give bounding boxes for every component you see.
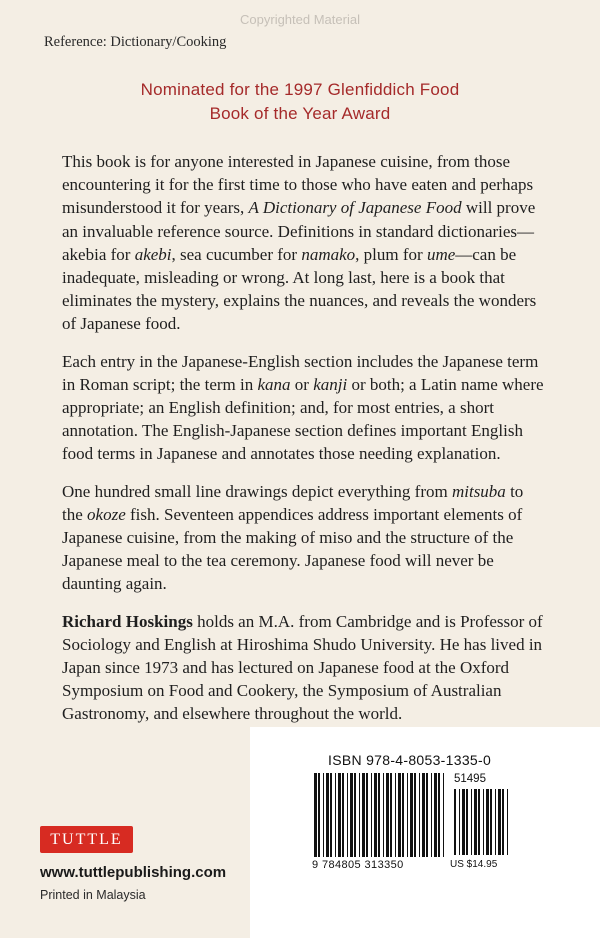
blurb-paragraph-intro: [62, 150, 546, 336]
blurb-body: [62, 150, 546, 740]
barcode-bar: [426, 773, 428, 857]
ean-barcode: [314, 773, 446, 859]
barcode-bar: [483, 789, 484, 855]
award-nomination: [0, 78, 600, 126]
text-span: to the: [62, 481, 524, 524]
book-title: A Dictionary of Japanese Food: [248, 198, 462, 218]
barcode-bar: [362, 773, 365, 857]
japanese-term: mitsuba: [451, 481, 506, 501]
japanese-term: ume: [426, 244, 456, 264]
barcode-bar: [474, 789, 477, 855]
retail-price: US $14.95: [450, 859, 498, 870]
isbn-number: ISBN 978-4-8053-1335-0: [328, 752, 492, 768]
barcode-bar: [443, 773, 444, 857]
barcode-bar: [318, 773, 320, 857]
barcode-panel: [250, 727, 600, 938]
award-line-2: Book of the Year Award: [209, 104, 391, 123]
japanese-term: kanji: [313, 374, 348, 394]
barcode-bar: [434, 773, 437, 857]
barcode-bar: [419, 773, 420, 857]
barcode-bar: [335, 773, 336, 857]
tuttle-logo: TUTTLE: [40, 826, 133, 853]
text-span: or: [290, 374, 314, 394]
barcode-bar: [498, 789, 501, 855]
barcode-bar: [490, 789, 492, 855]
text-span: or both; a Latin name where appropriate; an English definition; and, for most entries, a short annotation. The English-Japanese section defines important English food terms in Japanese and annotates those needing explanation.: [62, 374, 544, 464]
printed-in: Printed in Malaysia: [40, 888, 146, 902]
barcode-bar: [495, 789, 496, 855]
copyright-watermark: Copyrighted Material: [240, 12, 360, 27]
text-span: , sea cucumber for: [171, 244, 302, 264]
text-span: fish. Seventeen appendices address important elements of Japanese cuisine, from the making of miso and the structure of the Japanese meal to the tea ceremony. Japanese food will never be daunting again.: [62, 504, 523, 594]
text-span: , plum for: [355, 244, 427, 264]
barcode-bar: [338, 773, 341, 857]
barcode-bar: [350, 773, 353, 857]
barcode-bar: [323, 773, 324, 857]
barcode-bar: [314, 773, 317, 857]
barcode-bar: [402, 773, 404, 857]
barcode-bar: [383, 773, 384, 857]
barcode-bar: [386, 773, 389, 857]
barcode-bar: [486, 789, 489, 855]
barcode-bar: [431, 773, 432, 857]
award-line-1: Nominated for the 1997 Glenfiddich Food: [140, 80, 460, 99]
barcode-bar: [371, 773, 372, 857]
text-span: —can be inadequate, misleading or wrong. At long last, here is a book that eliminates the mystery, explains the nuances, and reveals the wonders of Japanese food.: [62, 244, 537, 334]
barcode-bar: [414, 773, 416, 857]
barcode-bar: [462, 789, 465, 855]
barcode-bar: [374, 773, 377, 857]
author-name: Richard Hoskings: [62, 611, 193, 631]
ean-digits: 9 784805 313350: [312, 859, 404, 871]
barcode-bar: [359, 773, 360, 857]
blurb-paragraph-drawings: [62, 480, 546, 596]
barcode-bar: [471, 789, 472, 855]
barcode-bar: [347, 773, 348, 857]
japanese-term: okoze: [87, 504, 126, 524]
barcode-bar: [502, 789, 504, 855]
text-span: holds an M.A. from Cambridge and is Professor of Sociology and English at Hiroshima Shudo University. He has lived in Japan since 1973 and has lectured on Japanese food at the Oxford Symposium on Food and Cookery, the Symposium of Australian Gastronomy, and elsewhere throughout the world.: [62, 611, 543, 724]
publisher-website: www.tuttlepublishing.com: [40, 864, 227, 881]
reference-category: Reference: Dictionary/Cooking: [44, 34, 227, 50]
barcode-bar: [466, 789, 468, 855]
barcode-bar: [395, 773, 396, 857]
barcode-bar: [366, 773, 368, 857]
text-span: One hundred small line drawings depict everything from: [62, 481, 452, 501]
barcode-bar: [407, 773, 408, 857]
barcode-bar: [422, 773, 425, 857]
japanese-term: namako: [301, 244, 356, 264]
text-span: Each entry in the Japanese-English section includes the Japanese term in Roman script; the term in: [62, 351, 539, 394]
barcode-bar: [398, 773, 401, 857]
barcode-bar: [459, 789, 460, 855]
barcode-bar: [410, 773, 413, 857]
barcode-bar: [378, 773, 380, 857]
japanese-term: kana: [257, 374, 291, 394]
text-span: will prove an invaluable reference source. Definitions in standard dictionaries—akebia for: [62, 198, 536, 264]
price-code: 51495: [454, 773, 486, 785]
barcode-bar: [454, 789, 456, 855]
barcode-bar: [342, 773, 344, 857]
barcode-bar: [390, 773, 392, 857]
barcode-bar: [507, 789, 508, 855]
author-bio: [62, 610, 546, 726]
barcode-bar: [326, 773, 329, 857]
barcode-bar: [330, 773, 332, 857]
text-span: This book is for anyone interested in Japanese cuisine, from those encountering it for the first time to those who have eaten and perhaps misunderstood it for years,: [62, 152, 534, 218]
barcode-bar: [478, 789, 480, 855]
barcode-bar: [354, 773, 356, 857]
price-barcode: [454, 789, 508, 857]
japanese-term: akebi: [134, 244, 172, 264]
barcode-bar: [438, 773, 440, 857]
blurb-paragraph-entries: [62, 350, 546, 466]
